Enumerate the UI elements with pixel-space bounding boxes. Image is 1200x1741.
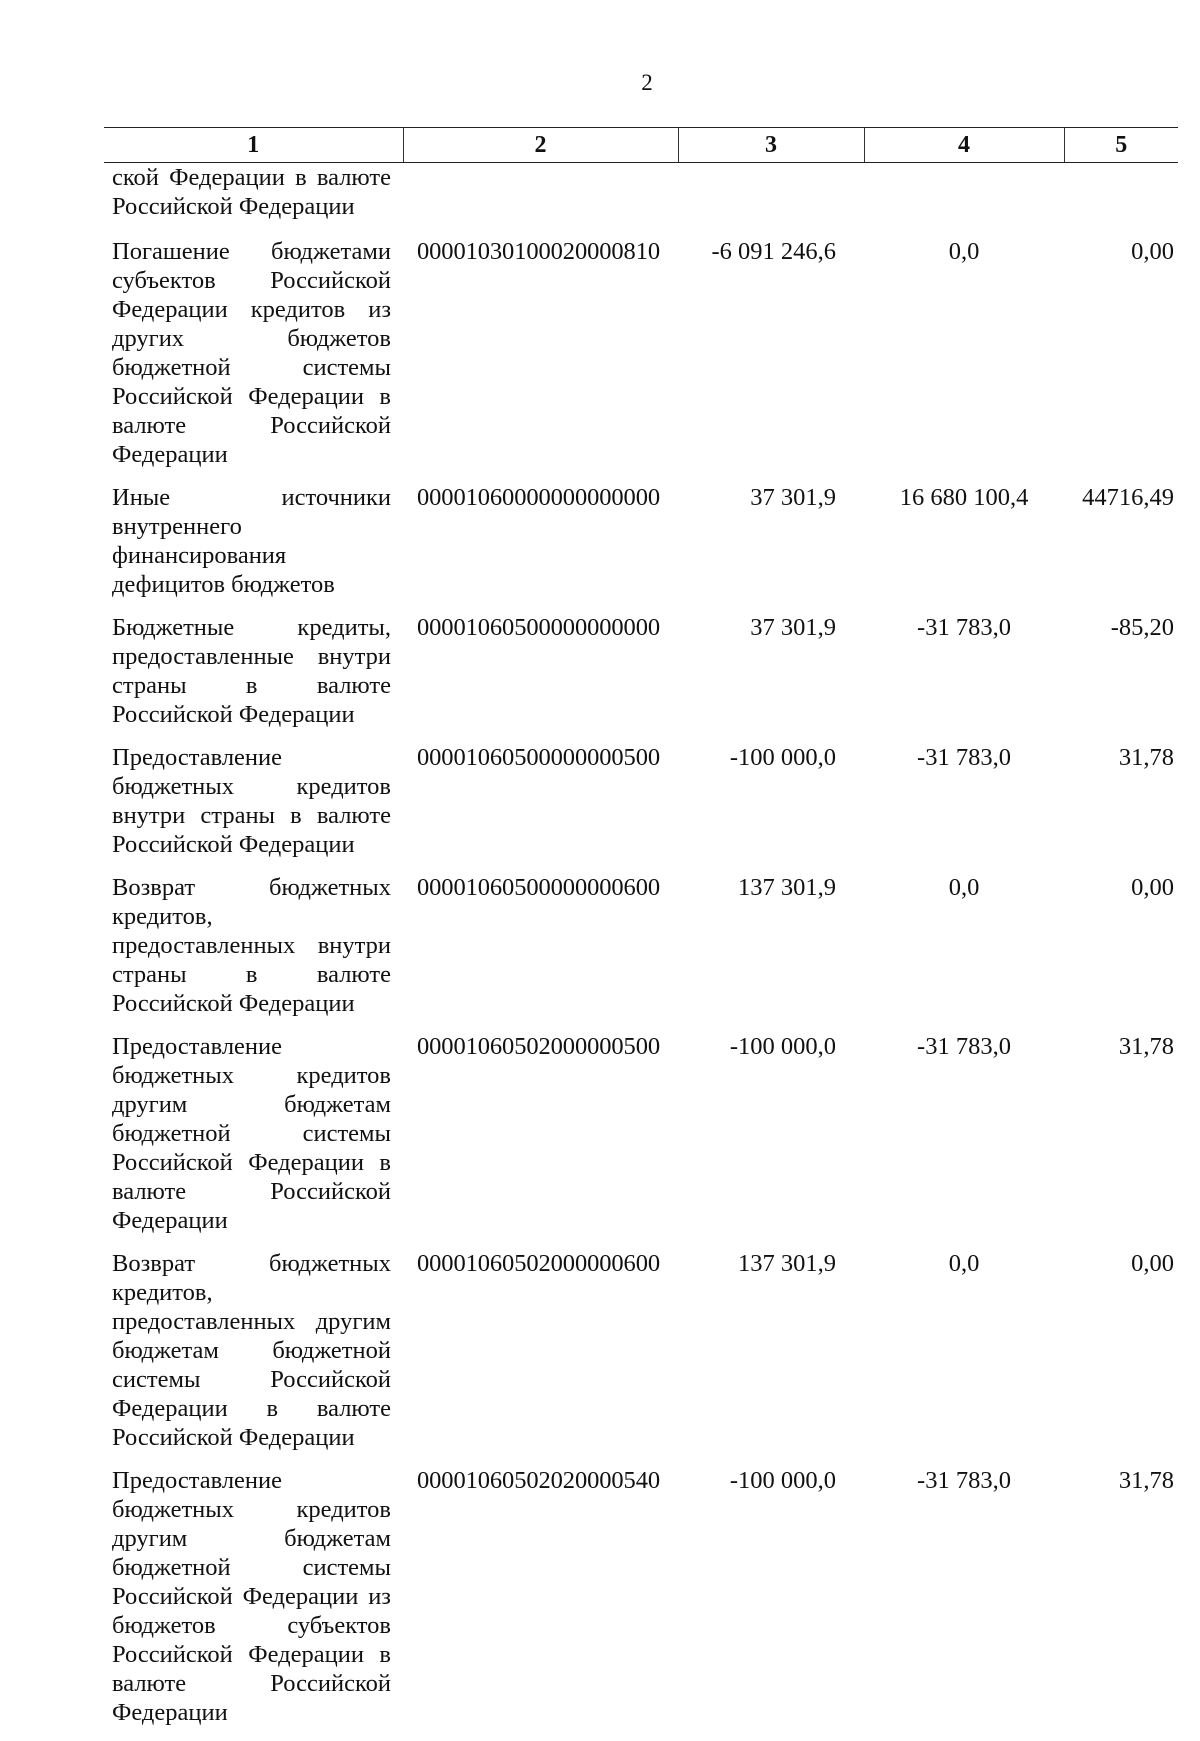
table-row: [104, 1249, 1178, 1466]
row-value-col5: 31,78: [1064, 1466, 1178, 1741]
row-value-col4: -31 783,0: [864, 613, 1064, 743]
header-row: [104, 128, 1178, 163]
table-body: [104, 163, 1178, 1741]
row-name: Бюджетные кредиты, предоставленные внутри страны в валюте Российской Федерации: [104, 613, 403, 743]
row-value-col4: 16 680 100,4: [864, 483, 1064, 613]
table-row: [104, 873, 1178, 1032]
page-number: 2: [0, 70, 1200, 96]
column-header-5: 5: [1064, 128, 1178, 163]
row-code: 00001060502000000500: [403, 1032, 678, 1249]
row-name: Предоставление бюджетных кредитов другим бюджетам бюджетной системы Российской Федерации в валюте Российской Федерации: [104, 1032, 403, 1249]
row-value-col3: -100 000,0: [678, 1032, 864, 1249]
row-code: 00001030100020000810: [403, 237, 678, 483]
table-header: [104, 128, 1178, 163]
row-value-col4: -31 783,0: [864, 1466, 1064, 1741]
table-row: [104, 163, 1178, 238]
row-name: Предоставление бюджетных кредитов другим бюджетам бюджетной системы Российской Федерации из бюджетов субъектов Российской Федерации в валюте Российской Федерации: [104, 1466, 403, 1741]
row-value-col5: 31,78: [1064, 743, 1178, 873]
table-row: [104, 483, 1178, 613]
row-code: 00001060500000000500: [403, 743, 678, 873]
row-value-col4: 0,0: [864, 1249, 1064, 1466]
column-header-2: 2: [403, 128, 678, 163]
row-value-col3: 37 301,9: [678, 483, 864, 613]
row-value-col5: 0,00: [1064, 873, 1178, 1032]
row-value-col5: 31,78: [1064, 1032, 1178, 1249]
table-row: [104, 1032, 1178, 1249]
table-row: [104, 237, 1178, 483]
row-value-col3: 37 301,9: [678, 613, 864, 743]
row-code: 00001060502020000540: [403, 1466, 678, 1741]
budget-sources-table: [104, 127, 1178, 1741]
column-header-3: 3: [678, 128, 864, 163]
row-value-col5: -85,20: [1064, 613, 1178, 743]
row-name: Предоставление бюджетных кредитов внутри страны в валюте Российской Федерации: [104, 743, 403, 873]
row-code: 00001060500000000600: [403, 873, 678, 1032]
table-row: [104, 1466, 1178, 1741]
row-value-col3: [678, 163, 864, 238]
table-row: [104, 743, 1178, 873]
column-header-4: 4: [864, 128, 1064, 163]
row-code: 00001060500000000000: [403, 613, 678, 743]
row-value-col3: 137 301,9: [678, 1249, 864, 1466]
row-value-col4: -31 783,0: [864, 743, 1064, 873]
row-value-col5: 0,00: [1064, 1249, 1178, 1466]
row-value-col3: 137 301,9: [678, 873, 864, 1032]
row-value-col3: -6 091 246,6: [678, 237, 864, 483]
row-code: 00001060000000000000: [403, 483, 678, 613]
row-name: Возврат бюджетных кредитов, предоставленных внутри страны в валюте Российской Федерации: [104, 873, 403, 1032]
row-code: 00001060502000000600: [403, 1249, 678, 1466]
table-row: [104, 613, 1178, 743]
row-name: Иные источники внутреннего финансирования дефицитов бюджетов: [104, 483, 403, 613]
row-value-col3: -100 000,0: [678, 1466, 864, 1741]
row-value-col4: [864, 163, 1064, 238]
row-name: Возврат бюджетных кредитов, предоставленных другим бюджетам бюджетной системы Российской Федерации в валюте Российской Федерации: [104, 1249, 403, 1466]
row-name: Погашение бюджетами субъектов Российской Федерации кредитов из других бюджетов бюджетной системы Российской Федерации в валюте Российской Федерации: [104, 237, 403, 483]
row-value-col5: 0,00: [1064, 237, 1178, 483]
row-name: ской Федерации в валюте Российской Федерации: [104, 163, 403, 238]
row-value-col4: 0,0: [864, 873, 1064, 1032]
row-value-col4: -31 783,0: [864, 1032, 1064, 1249]
row-value-col3: -100 000,0: [678, 743, 864, 873]
row-value-col5: [1064, 163, 1178, 238]
row-code: [403, 163, 678, 238]
row-value-col4: 0,0: [864, 237, 1064, 483]
row-value-col5: 44716,49: [1064, 483, 1178, 613]
column-header-1: 1: [104, 128, 403, 163]
